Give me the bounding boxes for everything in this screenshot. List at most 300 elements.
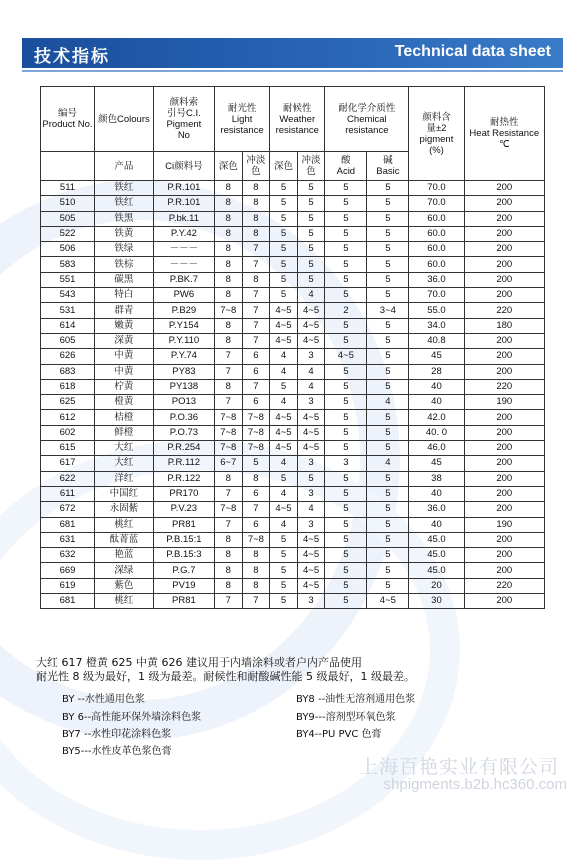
table-cell: 5 — [325, 594, 367, 609]
table-cell: 碳黑 — [95, 272, 154, 287]
table-cell: 铁棕 — [95, 257, 154, 272]
table-cell: 531 — [41, 303, 95, 318]
legend-by9: BY9---溶剂型环氧色浆 — [296, 712, 396, 723]
table-cell: 522 — [41, 226, 95, 241]
table-cell: 铁红 — [95, 196, 154, 211]
table-cell: 鲜橙 — [95, 425, 154, 440]
table-cell: 7 — [214, 594, 242, 609]
table-cell: 5 — [297, 257, 325, 272]
table-cell: 200 — [464, 456, 544, 471]
table-cell: 5 — [325, 563, 367, 578]
table-cell: 5 — [367, 379, 409, 394]
table-cell: P.BK.7 — [153, 272, 214, 287]
table-cell: PY138 — [153, 379, 214, 394]
table-cell: 5 — [297, 242, 325, 257]
table-cell: 8 — [214, 211, 242, 226]
table-cell: 5 — [367, 517, 409, 532]
table-cell: 8 — [214, 242, 242, 257]
table-cell: 200 — [464, 196, 544, 211]
table-cell: 4 — [297, 288, 325, 303]
table-cell: 7 — [214, 517, 242, 532]
table-cell: 4~5 — [270, 441, 298, 456]
table-cell: 8 — [214, 548, 242, 563]
table-cell: 7~8 — [214, 502, 242, 517]
table-cell: 669 — [41, 563, 95, 578]
table-cell: 5 — [325, 333, 367, 348]
table-cell: 55.0 — [409, 303, 464, 318]
legend-by6: BY 6--高性能环保外墙涂料色浆 — [62, 712, 202, 723]
table-cell: 70.0 — [409, 196, 464, 211]
note-line-1: 大红 617 橙黄 625 中黄 626 建议用于内墙涂料或者户内产品使用 — [36, 656, 362, 669]
table-cell: 45.0 — [409, 532, 464, 547]
note-line-2: 耐光性 8 级为最好，1 级为最差。耐候性和耐酸碱性能 5 级最好，1 级最差。 — [36, 670, 415, 683]
subcol-weather-deep: 深色 — [270, 152, 298, 181]
table-cell: 45.0 — [409, 563, 464, 578]
table-cell: 511 — [41, 181, 95, 196]
table-cell: 5 — [367, 563, 409, 578]
table-cell: 60.0 — [409, 226, 464, 241]
table-cell: 5 — [325, 318, 367, 333]
table-cell: 6~7 — [214, 456, 242, 471]
table-cell: 8 — [214, 379, 242, 394]
table-cell: 200 — [464, 441, 544, 456]
table-cell: 5 — [325, 578, 367, 593]
table-cell: 3 — [297, 395, 325, 410]
notes — [36, 656, 556, 684]
table-row — [41, 288, 545, 303]
table-cell: 611 — [41, 486, 95, 501]
table-cell: 60.0 — [409, 211, 464, 226]
table-cell: 4~5 — [297, 548, 325, 563]
table-cell: 永固紫 — [95, 502, 154, 517]
table-cell: 5 — [325, 364, 367, 379]
table-cell: 28 — [409, 364, 464, 379]
table-cell: 5 — [270, 379, 298, 394]
table-cell: P.R.101 — [153, 196, 214, 211]
table-cell: 2 — [325, 303, 367, 318]
table-cell: 190 — [464, 517, 544, 532]
table-cell: P.Y.42 — [153, 226, 214, 241]
table-cell: 5 — [367, 211, 409, 226]
table-cell: 602 — [41, 425, 95, 440]
table-cell: 7 — [242, 288, 270, 303]
table-cell: PR81 — [153, 594, 214, 609]
table-cell: PY83 — [153, 364, 214, 379]
table-cell: 4~5 — [297, 333, 325, 348]
table-row — [41, 379, 545, 394]
table-cell: 8 — [214, 471, 242, 486]
table-cell: 5 — [270, 242, 298, 257]
table-cell: 42.0 — [409, 410, 464, 425]
table-cell: 6 — [242, 364, 270, 379]
table-cell: 8 — [214, 578, 242, 593]
table-cell: 8 — [214, 288, 242, 303]
watermark-url: shpigments.b2b.hc360.com — [383, 776, 567, 793]
table-cell: 8 — [242, 226, 270, 241]
table-cell: －－－ — [153, 242, 214, 257]
table-cell: 5 — [270, 257, 298, 272]
table-cell: 4~5 — [270, 425, 298, 440]
table-cell: 5 — [367, 502, 409, 517]
table-cell: 3 — [297, 486, 325, 501]
table-cell: 70.0 — [409, 181, 464, 196]
table-cell: 4~5 — [270, 410, 298, 425]
table-cell: P.O.73 — [153, 425, 214, 440]
table-cell: 5 — [367, 226, 409, 241]
table-cell: 橙黄 — [95, 395, 154, 410]
table-row — [41, 196, 545, 211]
table-cell: 4~5 — [270, 303, 298, 318]
table-cell: 5 — [325, 226, 367, 241]
table-cell: 543 — [41, 288, 95, 303]
table-cell: 柠黄 — [95, 379, 154, 394]
table-cell: 30 — [409, 594, 464, 609]
table-cell: 5 — [367, 532, 409, 547]
table-cell: 200 — [464, 502, 544, 517]
table-cell: 605 — [41, 333, 95, 348]
table-cell: 180 — [464, 318, 544, 333]
table-cell: 5 — [325, 288, 367, 303]
table-cell: 5 — [270, 288, 298, 303]
table-row — [41, 226, 545, 241]
table-cell: 5 — [325, 425, 367, 440]
table-cell: P.R.101 — [153, 181, 214, 196]
header-title-en: Technical data sheet — [394, 43, 551, 60]
col-heat-resistance: 耐热性 Heat Resistance ℃ — [464, 87, 544, 181]
table-cell: 8 — [214, 272, 242, 287]
table-row — [41, 349, 545, 364]
table-cell: 45.0 — [409, 548, 464, 563]
table-cell: 酞菁蓝 — [95, 532, 154, 547]
table-cell: 5 — [270, 226, 298, 241]
technical-data-table — [40, 86, 545, 609]
table-cell: 506 — [41, 242, 95, 257]
table-cell: 桔橙 — [95, 410, 154, 425]
table-cell: 5 — [325, 181, 367, 196]
table-cell: 4 — [297, 379, 325, 394]
table-cell: PO13 — [153, 395, 214, 410]
table-cell: 5 — [367, 257, 409, 272]
table-cell: 7 — [242, 502, 270, 517]
table-cell: 200 — [464, 181, 544, 196]
table-cell: 4 — [270, 517, 298, 532]
table-cell: 200 — [464, 486, 544, 501]
table-cell: 8 — [214, 333, 242, 348]
table-cell: 7~8 — [242, 532, 270, 547]
table-cell: 46.0 — [409, 441, 464, 456]
table-cell: 5 — [367, 578, 409, 593]
table-cell: 7 — [242, 242, 270, 257]
table-cell: 8 — [214, 181, 242, 196]
table-cell: 桃红 — [95, 594, 154, 609]
table-cell: 40 — [409, 486, 464, 501]
table-cell: 4~5 — [297, 578, 325, 593]
table-cell: 615 — [41, 441, 95, 456]
table-cell: 5 — [297, 211, 325, 226]
table-cell: 34.0 — [409, 318, 464, 333]
table-cell: 7 — [214, 486, 242, 501]
table-cell: 619 — [41, 578, 95, 593]
table-cell: 5 — [367, 364, 409, 379]
table-cell: 8 — [242, 548, 270, 563]
table-cell: P.bk.11 — [153, 211, 214, 226]
table-cell: 40 — [409, 379, 464, 394]
table-cell: 7 — [242, 257, 270, 272]
table-cell: 紫色 — [95, 578, 154, 593]
table-row — [41, 364, 545, 379]
table-row — [41, 548, 545, 563]
table-row — [41, 181, 545, 196]
table-cell: 681 — [41, 517, 95, 532]
table-cell: P.Y.74 — [153, 349, 214, 364]
table-cell: 4 — [270, 395, 298, 410]
table-cell: 5 — [270, 211, 298, 226]
table-cell: 4 — [270, 349, 298, 364]
table-cell: 3 — [297, 349, 325, 364]
table-cell: 7 — [242, 333, 270, 348]
table-cell: 200 — [464, 548, 544, 563]
table-cell: 8 — [242, 563, 270, 578]
subcol-ci: Ci颜料号 — [153, 152, 214, 181]
table-cell: 7 — [242, 303, 270, 318]
table-cell: 200 — [464, 226, 544, 241]
table-cell: P.Y.110 — [153, 333, 214, 348]
table-cell: 200 — [464, 257, 544, 272]
subcol-product: 产品 — [95, 152, 154, 181]
table-cell: 4~5 — [297, 410, 325, 425]
legend-by7: BY7 --水性印花涂料色浆 — [62, 729, 172, 740]
table-header-row — [41, 87, 545, 152]
table-row — [41, 563, 545, 578]
table-cell: 5 — [367, 333, 409, 348]
table-cell: 8 — [242, 578, 270, 593]
table-cell: 7 — [242, 318, 270, 333]
table-cell: 5 — [367, 441, 409, 456]
table-cell: 7 — [242, 379, 270, 394]
table-cell: 4~5 — [270, 502, 298, 517]
table-cell: 200 — [464, 471, 544, 486]
table-cell: 40 — [409, 395, 464, 410]
table-cell: 60.0 — [409, 257, 464, 272]
table-cell: 40 — [409, 517, 464, 532]
table-cell: 5 — [270, 594, 298, 609]
table-cell: 3 — [325, 456, 367, 471]
table-row — [41, 471, 545, 486]
table-cell: 200 — [464, 288, 544, 303]
table-cell: 8 — [242, 181, 270, 196]
table-cell: 5 — [325, 242, 367, 257]
table-cell: 612 — [41, 410, 95, 425]
table-cell: PV19 — [153, 578, 214, 593]
table-cell: 5 — [325, 441, 367, 456]
table-cell: 5 — [270, 548, 298, 563]
table-cell: 5 — [367, 425, 409, 440]
table-cell: 5 — [270, 471, 298, 486]
table-cell: 505 — [41, 211, 95, 226]
table-cell: 5 — [297, 196, 325, 211]
table-cell: 6 — [242, 349, 270, 364]
table-cell: 7~8 — [214, 410, 242, 425]
table-cell: 60.0 — [409, 242, 464, 257]
table-cell: 36.0 — [409, 502, 464, 517]
subcol-acid: 酸 Acid — [325, 152, 367, 181]
table-cell: 4~5 — [270, 333, 298, 348]
table-cell: 4~5 — [270, 318, 298, 333]
table-cell: P.B29 — [153, 303, 214, 318]
table-cell: 220 — [464, 578, 544, 593]
table-cell: 5 — [325, 395, 367, 410]
table-cell: 200 — [464, 410, 544, 425]
table-cell: 190 — [464, 395, 544, 410]
table-cell: 38 — [409, 471, 464, 486]
subcol-basic: 碱 Basic — [367, 152, 409, 181]
table-cell: P.V.23 — [153, 502, 214, 517]
table-row — [41, 441, 545, 456]
table-cell: 5 — [367, 242, 409, 257]
table-cell: 特白 — [95, 288, 154, 303]
table-cell: 20 — [409, 578, 464, 593]
table-row — [41, 532, 545, 547]
table-row — [41, 410, 545, 425]
table-cell: 220 — [464, 379, 544, 394]
table-cell: 45 — [409, 456, 464, 471]
table-cell: 4 — [270, 456, 298, 471]
table-cell: 5 — [367, 272, 409, 287]
table-cell: P.B.15:1 — [153, 532, 214, 547]
subcol-light-deep: 深色 — [214, 152, 242, 181]
table-cell: 5 — [325, 379, 367, 394]
table-cell: 7~8 — [242, 410, 270, 425]
table-cell: 614 — [41, 318, 95, 333]
table-cell: 5 — [325, 532, 367, 547]
table-cell: 220 — [464, 303, 544, 318]
table-row — [41, 272, 545, 287]
table-cell: 5 — [270, 272, 298, 287]
table-cell: 8 — [242, 211, 270, 226]
table-cell: 4~5 — [325, 349, 367, 364]
table-cell: 5 — [367, 288, 409, 303]
table-cell: 8 — [214, 318, 242, 333]
table-row — [41, 242, 545, 257]
table-cell: 7 — [242, 594, 270, 609]
table-cell: 200 — [464, 425, 544, 440]
table-cell: 中黄 — [95, 364, 154, 379]
table-cell: 5 — [325, 211, 367, 226]
table-cell: 5 — [325, 196, 367, 211]
table-cell: 7~8 — [214, 303, 242, 318]
table-cell: 大红 — [95, 456, 154, 471]
table-cell: 622 — [41, 471, 95, 486]
table-cell: 8 — [242, 272, 270, 287]
table-cell: 5 — [367, 548, 409, 563]
table-cell: 5 — [297, 181, 325, 196]
table-cell: 510 — [41, 196, 95, 211]
table-cell: 铁黑 — [95, 211, 154, 226]
subcol-light-tint: 冲淡色 — [242, 152, 270, 181]
table-cell: 大红 — [95, 441, 154, 456]
table-cell: 铁绿 — [95, 242, 154, 257]
table-cell: 5 — [325, 272, 367, 287]
table-cell: 8 — [214, 257, 242, 272]
table-cell: 铁黄 — [95, 226, 154, 241]
table-cell: 583 — [41, 257, 95, 272]
table-cell: 5 — [367, 196, 409, 211]
table-cell: 4~5 — [297, 425, 325, 440]
table-cell: 4~5 — [297, 318, 325, 333]
table-row — [41, 517, 545, 532]
table-cell: 200 — [464, 364, 544, 379]
legend-by: BY --水性通用色浆 — [62, 694, 145, 705]
table-cell: 681 — [41, 594, 95, 609]
table-cell: 洋红 — [95, 471, 154, 486]
table-cell: 4 — [270, 364, 298, 379]
header-divider — [22, 70, 563, 72]
table-cell: 7 — [214, 364, 242, 379]
table-row — [41, 578, 545, 593]
table-cell: P.Y154 — [153, 318, 214, 333]
col-product-no: 编号 Product No. — [41, 87, 95, 152]
table-cell: 5 — [325, 486, 367, 501]
table-cell: 3~4 — [367, 303, 409, 318]
table-cell: 5 — [270, 578, 298, 593]
col-colours: 颜色Colours — [95, 87, 154, 152]
table-cell: 200 — [464, 242, 544, 257]
table-cell: 6 — [242, 395, 270, 410]
table-cell: 5 — [270, 563, 298, 578]
table-cell: 5 — [325, 517, 367, 532]
table-cell: 5 — [270, 532, 298, 547]
table-cell: 5 — [297, 272, 325, 287]
col-chemical-resistance: 耐化学介质性 Chemical resistance — [325, 87, 409, 152]
table-cell: PW6 — [153, 288, 214, 303]
table-cell: PR170 — [153, 486, 214, 501]
table-row — [41, 211, 545, 226]
table-cell: 3 — [297, 456, 325, 471]
table-cell: P.O.36 — [153, 410, 214, 425]
table-cell: P.R.122 — [153, 471, 214, 486]
table-cell: 36.0 — [409, 272, 464, 287]
table-cell: 7~8 — [242, 425, 270, 440]
table-row — [41, 318, 545, 333]
table-cell: 4~5 — [367, 594, 409, 609]
table-cell: 631 — [41, 532, 95, 547]
table-cell: 618 — [41, 379, 95, 394]
table-cell: 4~5 — [297, 441, 325, 456]
table-cell: P.R.254 — [153, 441, 214, 456]
table-cell: 200 — [464, 272, 544, 287]
table-cell: 8 — [214, 532, 242, 547]
table-cell: PR81 — [153, 517, 214, 532]
table-cell: 200 — [464, 594, 544, 609]
table-cell: 40. 0 — [409, 425, 464, 440]
legend-by5: BY5---水性皮革色浆色膏 — [62, 746, 172, 757]
subcol-empty — [41, 152, 95, 181]
table-cell: 中国红 — [95, 486, 154, 501]
table-cell: 5 — [270, 181, 298, 196]
table-cell: 4 — [297, 502, 325, 517]
table-cell: 7~8 — [214, 441, 242, 456]
table-row — [41, 502, 545, 517]
table-row — [41, 486, 545, 501]
subcol-weather-tint: 冲淡色 — [297, 152, 325, 181]
table-cell: 45 — [409, 349, 464, 364]
table-row — [41, 303, 545, 318]
table-cell: 8 — [214, 196, 242, 211]
table-cell: 4 — [367, 395, 409, 410]
table-row — [41, 395, 545, 410]
table-cell: 5 — [325, 502, 367, 517]
table-cell: 4~5 — [297, 563, 325, 578]
